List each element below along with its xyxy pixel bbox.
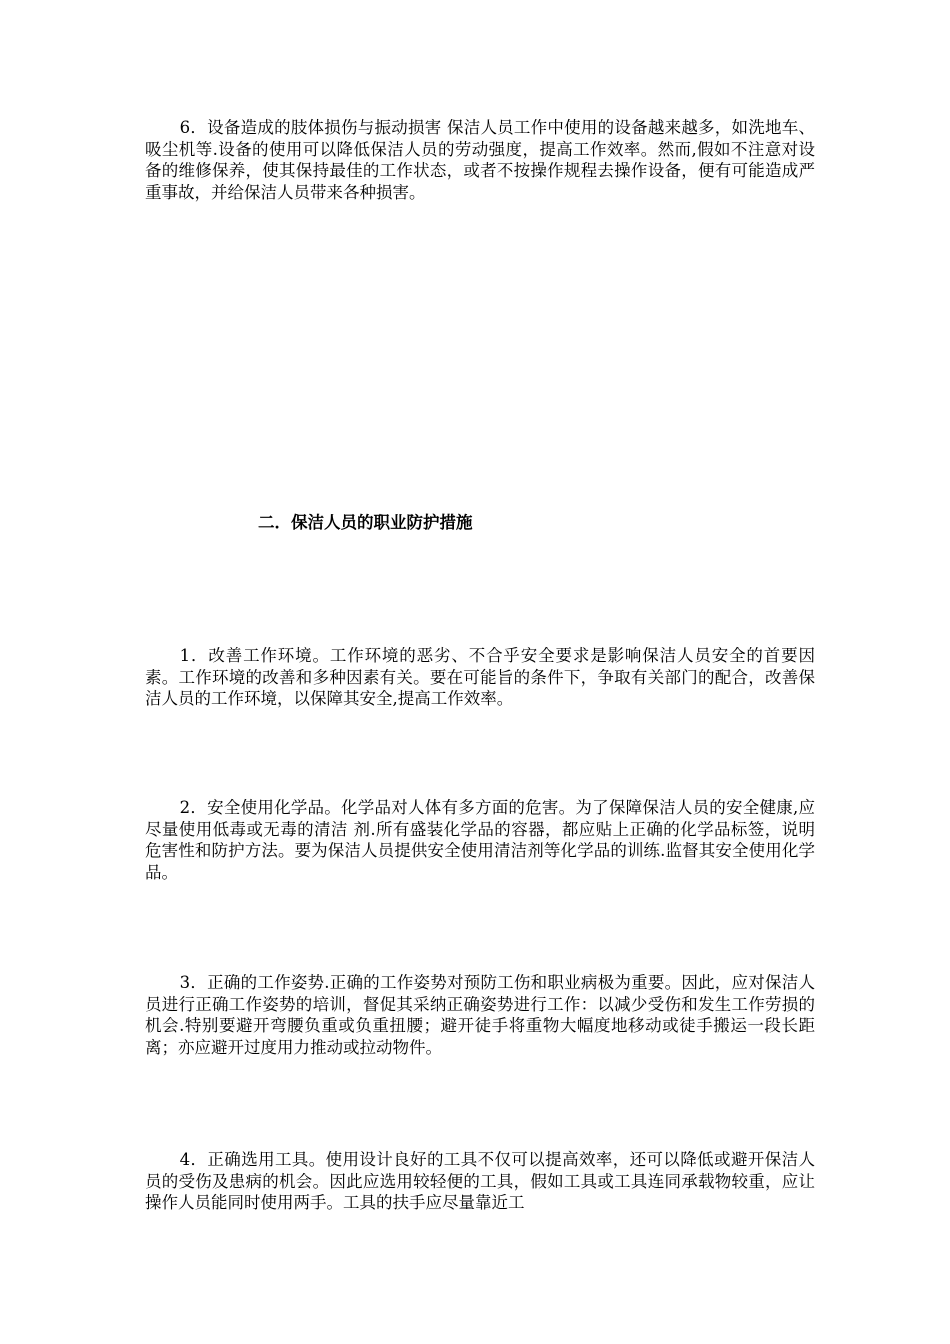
paragraph-improve-environment: 1．改善工作环境。工作环境的恶劣、不合乎安全要求是影响保洁人员安全的首要因素。工作环境的改善和多种因素有关。要在可能旨的条件下，争取有关部门的配合，改善保洁人员的工作环境，以保障其安全,提高工作效率。 [145, 646, 815, 708]
paragraph-tool-selection: 4．正确选用工具。使用设计良好的工具不仅可以提高效率，还可以降低或避开保洁人员的受伤及患病的机会。因此应选用较轻便的工具，假如工具或工具连同承载物较重，应让操作人员能同时使用两手。工具的扶手应尽量靠近工 [145, 1150, 815, 1212]
paragraph-equipment-injury: 6．设备造成的肢体损伤与振动损害 保洁人员工作中使用的设备越来越多，如洗地车、吸尘机等.设备的使用可以降低保洁人员的劳动强度，提高工作效率。然而,假如不注意对设备的维修保养，使其保持最佳的工作状态，或者不按操作规程去操作设备，便有可能造成严重事故，并给保洁人员带来各种损害。 [145, 118, 815, 202]
paragraph-work-posture: 3．正确的工作姿势.正确的工作姿势对预防工伤和职业病极为重要。因此，应对保洁人员进行正确工作姿势的培训，督促其采纳正确姿势进行工作：以减少受伤和发生工作劳损的机会.特别要避开弯腰负重或负重扭腰；避开徒手将重物大幅度地移动或徒手搬运一段长距离；亦应避开过度用力推动或拉动物件。 [145, 973, 815, 1057]
section-heading: 二．保洁人员的职业防护措施 [258, 513, 473, 532]
paragraph-chemical-safety: 2．安全使用化学品。化学品对人体有多方面的危害。为了保障保洁人员的安全健康,应尽量使用低毒或无毒的清洁 剂.所有盛装化学品的容器，都应贴上正确的化学品标签，说明危害性和防护方法。要为保洁人员提供安全使用清洁剂等化学品的训练.监督其安全使用化学品。 [145, 798, 815, 882]
